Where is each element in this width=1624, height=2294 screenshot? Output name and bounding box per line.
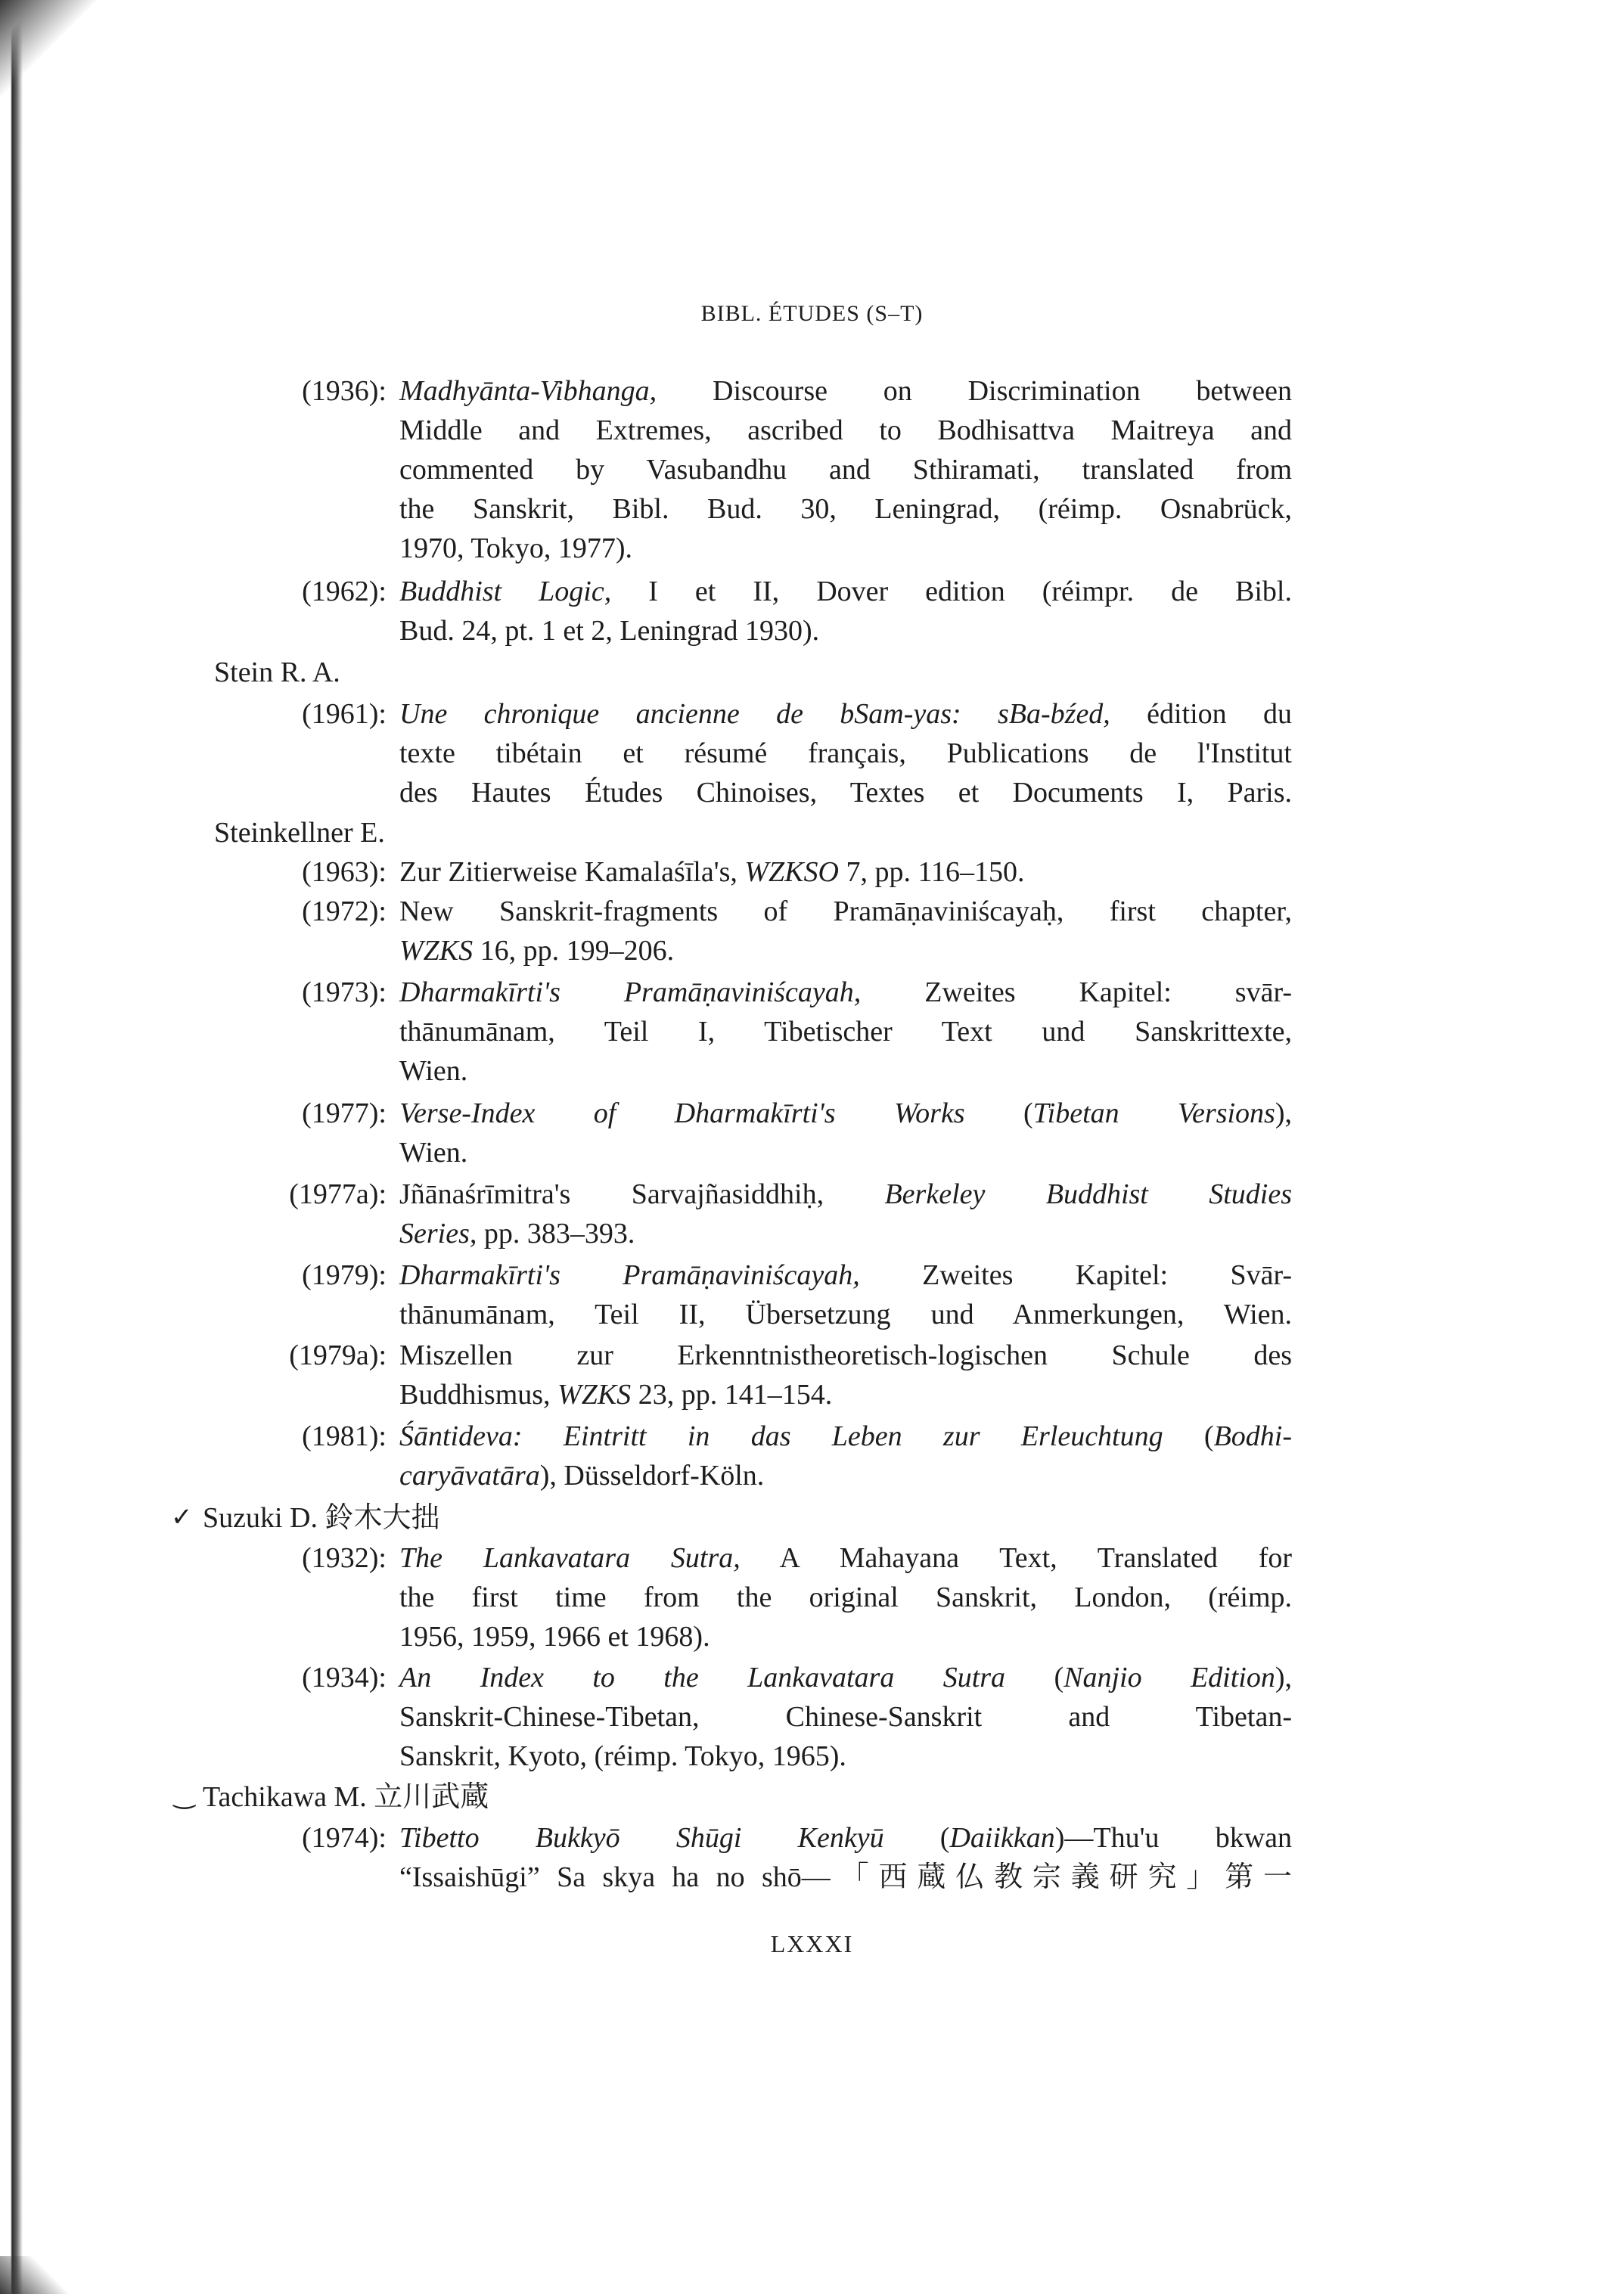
entry-line: Miszellen zur Erkenntnistheoretisch-logischen Schule des: [399, 1339, 1292, 1371]
check-mark: ✓: [171, 1504, 193, 1532]
entry-year: (1963):: [302, 856, 387, 888]
page-number: LXXXI: [770, 1930, 854, 1957]
page-corner-shadow-bottom: [0, 2256, 91, 2294]
entry-line: Śāntideva: Eintritt in das Leben zur Erleuchtung (Bodhi-: [399, 1420, 1292, 1452]
author-name: Stein R. A.: [214, 657, 340, 688]
entry-line: Buddhist Logic, I et II, Dover edition (réimpr. de Bibl.: [399, 576, 1292, 607]
entry-line: thānumānam, Teil II, Übersetzung und Anmerkungen, Wien.: [399, 1299, 1292, 1330]
entry-line: Jñānaśrīmitra's Sarvajñasiddhiḥ, Berkeley Buddhist Studies: [399, 1178, 1292, 1210]
entry-line: Dharmakīrti's Pramāṇaviniścayah, Zweites Kapitel: svār-: [399, 976, 1292, 1008]
entry-line: Middle and Extremes, ascribed to Bodhisattva Maitreya and: [399, 414, 1292, 446]
entry-year: (1961):: [302, 698, 387, 730]
entry-line: “Issaishūgi” Sa skya ha no shō—「西蔵仏教宗義研究」第一: [399, 1861, 1292, 1893]
entry-line: Sanskrit, Kyoto, (réimp. Tokyo, 1965).: [399, 1740, 846, 1772]
entry-line: Sanskrit-Chinese-Tibetan, Chinese-Sanskrit and Tibetan-: [399, 1701, 1292, 1733]
entry-line: caryāvatāra), Düsseldorf-Köln.: [399, 1460, 765, 1492]
entry-line: 1970, Tokyo, 1977).: [399, 532, 633, 564]
entry-year: (1979):: [302, 1259, 387, 1291]
entry-year: (1974):: [302, 1822, 387, 1854]
entry-year: (1932):: [302, 1542, 387, 1574]
entry-year: (1977):: [302, 1097, 387, 1129]
dash-mark: ‿: [174, 1781, 195, 1809]
entry-line: thānumānam, Teil I, Tibetischer Text und Sanskrittexte,: [399, 1016, 1292, 1048]
entry-year: (1979a):: [289, 1339, 387, 1371]
entry-line: Madhyānta-Vibhanga, Discourse on Discrimination between: [399, 375, 1292, 407]
entry-line: Buddhismus, WZKS 23, pp. 141–154.: [399, 1379, 833, 1411]
page-corner-shadow-top: [0, 0, 113, 106]
entry-line: Verse-Index of Dharmakīrti's Works (Tibetan Versions),: [399, 1097, 1292, 1129]
author-name: Suzuki D. 鈴木大拙: [203, 1502, 440, 1534]
entry-line: Wien.: [399, 1137, 468, 1169]
entry-year: (1934):: [302, 1662, 387, 1693]
entry-year: (1973):: [302, 976, 387, 1008]
entry-line: Dharmakīrti's Pramāṇaviniścayah, Zweites Kapitel: Svār-: [399, 1259, 1293, 1291]
entry-line: the Sanskrit, Bibl. Bud. 30, Leningrad, (réimp. Osnabrück,: [399, 493, 1292, 525]
entry-line: Bud. 24, pt. 1 et 2, Leningrad 1930).: [399, 615, 820, 647]
entry-line: texte tibétain et résumé français, Publications de l'Institut: [399, 737, 1292, 769]
entry-line: WZKS 16, pp. 199–206.: [399, 935, 675, 967]
entry-line: commented by Vasubandhu and Sthiramati, translated from: [399, 454, 1292, 486]
entry-line: New Sanskrit-fragments of Pramāṇaviniścayaḥ, first chapter,: [399, 896, 1292, 927]
entry-year: (1962):: [302, 576, 387, 607]
entry-year: (1981):: [302, 1420, 387, 1452]
author-name: Steinkellner E.: [214, 817, 385, 849]
entry-line: The Lankavatara Sutra, A Mahayana Text, Translated for: [399, 1542, 1293, 1574]
entry-year: (1977a):: [289, 1178, 387, 1210]
entry-line: Wien.: [399, 1055, 468, 1087]
entry-line: An Index to the Lankavatara Sutra (Nanjio Edition),: [399, 1662, 1292, 1693]
entry-line: Series, pp. 383–393.: [399, 1218, 635, 1249]
entry-line: Une chronique ancienne de bSam-yas: sBa-bźed, édition du: [399, 698, 1292, 730]
entry-line: the first time from the original Sanskrit, London, (réimp.: [399, 1582, 1292, 1613]
entry-year: (1936):: [302, 375, 387, 407]
entry-line: 1956, 1959, 1966 et 1968).: [399, 1621, 710, 1653]
entry-line: des Hautes Études Chinoises, Textes et Documents I, Paris.: [399, 777, 1292, 809]
author-name: Tachikawa M. 立川武蔵: [203, 1781, 489, 1813]
entry-line: Zur Zitierweise Kamalaśīla's, WZKSO 7, pp. 116–150.: [399, 856, 1025, 888]
entry-line: Tibetto Bukkyō Shūgi Kenkyū (Daiikkan)—Thu'u bkwan: [399, 1822, 1293, 1854]
running-header: BIBL. ÉTUDES (S–T): [700, 301, 924, 326]
entry-year: (1972):: [302, 896, 387, 927]
